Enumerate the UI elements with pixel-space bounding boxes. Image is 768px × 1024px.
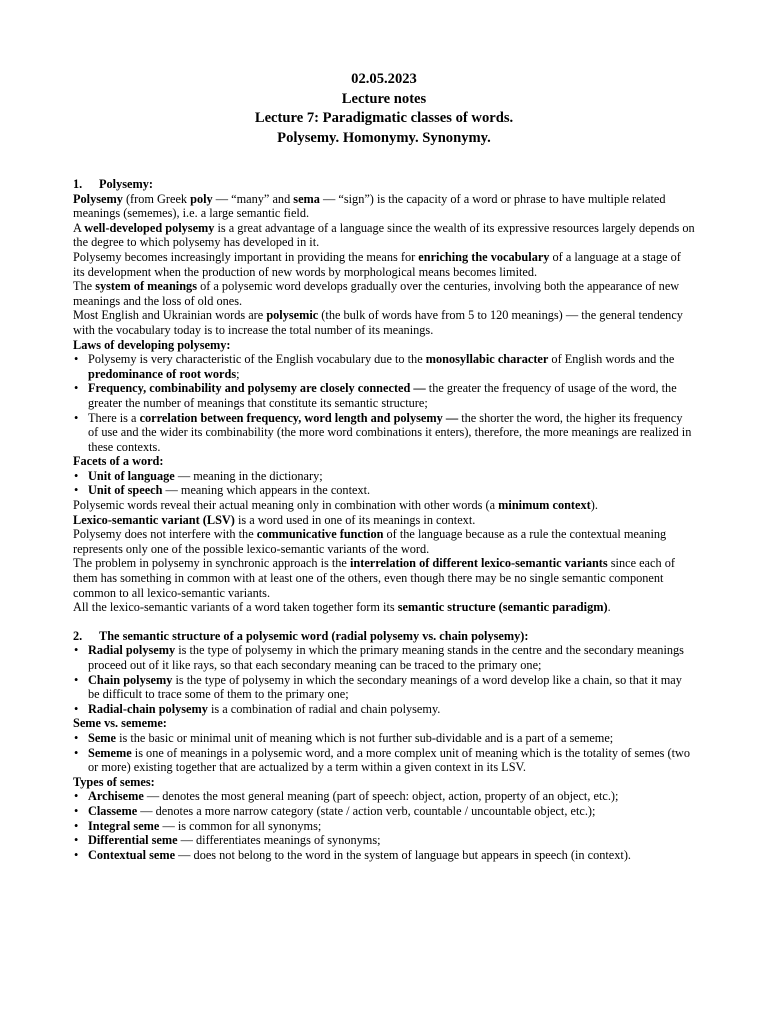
bold-term: interrelation of different lexico-semantic variants: [349, 556, 608, 571]
bold-term: predominance of root words: [88, 366, 237, 381]
list-item: [73, 673, 695, 702]
bold-term: Unit of language: [88, 468, 175, 483]
text-run: .: [607, 600, 611, 615]
polysemy-types-list: [73, 643, 695, 716]
section-2-heading: [73, 629, 695, 644]
list-item: [73, 789, 695, 804]
laws-list: [73, 352, 695, 454]
list-item: [73, 833, 695, 848]
facets-list: [73, 469, 695, 498]
text-run: of the language because as a rule the contextual meaning represents only one of the possible lexico-semantic variants of the word.: [73, 527, 667, 556]
bold-term: Frequency, combinability and polysemy are closely connected —: [88, 381, 426, 396]
list-item: [73, 352, 695, 381]
text-run: Polysemy becomes increasingly important in providing the means for: [73, 249, 419, 264]
bold-term: enriching the vocabulary: [418, 249, 550, 264]
text-run: Most English and Ukrainian words are: [73, 308, 267, 323]
bold-term: Classeme: [88, 803, 138, 818]
text-run: is one of meanings in a polysemic word, and a more complex unit of meaning which is the totality of semes (two or more) existing together that are actualized by a term within a given context in its LSV.: [88, 745, 691, 775]
list-item: [73, 411, 695, 455]
bold-term: well-developed polysemy: [84, 220, 215, 235]
laws-label: Laws of developing polysemy:: [73, 337, 231, 352]
bold-term: poly: [190, 191, 213, 206]
text-run: is the basic or minimal unit of meaning which is not further sub-dividable and is a part of a sememe;: [116, 730, 614, 745]
bold-term: Sememe: [88, 745, 132, 760]
seme-types-list: [73, 789, 695, 862]
bold-term: polysemic: [266, 308, 319, 323]
lecture-topics: Polysemy. Homonymy. Synonymy.: [277, 129, 491, 146]
bold-term: Seme: [88, 730, 116, 745]
bold-term: semantic structure (semantic paradigm): [397, 600, 608, 615]
bold-term: correlation between frequency, word length and polysemy —: [139, 410, 459, 425]
text-run: is a combination of radial and chain polysemy.: [207, 701, 441, 716]
text-run: The problem in polysemy in synchronic approach is the: [73, 556, 350, 571]
list-item: [73, 483, 695, 498]
seme-list: [73, 731, 695, 775]
text-run: There is a: [88, 410, 140, 425]
text-run: — meaning in the dictionary;: [174, 468, 323, 483]
text-run: the greater the frequency of usage of the word, the greater the number of meanings that constitute its semantic structure;: [88, 381, 677, 410]
text-run: is the type of polysemy in which the primary meaning stands in the centre and the secondary meanings proceed out of it like rays, so that each secondary meaning can be traced to the primary one;: [88, 643, 684, 672]
text-run: — “sign”) is the capacity of a word or phrase to have multiple related meanings (sememes), i.e. a large semantic field.: [73, 191, 666, 221]
bold-term: Archiseme: [88, 789, 144, 804]
list-item: [73, 848, 695, 863]
bold-term: minimum context: [498, 498, 591, 513]
document-header: [73, 70, 695, 148]
text-run: ;: [236, 366, 240, 381]
text-run: — meaning which appears in the context.: [162, 483, 371, 498]
list-item: [73, 381, 695, 410]
facets-label: Facets of a word:: [73, 454, 164, 469]
bold-term: Radial-chain polysemy: [88, 701, 208, 716]
bold-term: communicative function: [256, 527, 384, 542]
text-run: — does not belong to the word in the system of language but appears in speech (in context).: [175, 847, 631, 862]
list-item: [73, 731, 695, 746]
text-run: ).: [590, 498, 598, 513]
text-run: of a language at a stage of its development when the production of new words by morphological means becomes limited.: [73, 249, 681, 279]
paragraph: [73, 250, 695, 279]
paragraph: [73, 527, 695, 556]
paragraph: [73, 192, 695, 221]
text-run: — denotes a more narrow category (state / action verb, countable / uncountable object, etc.);: [137, 803, 596, 818]
paragraph: [73, 308, 695, 337]
bold-term: Lexico-semantic variant (LSV): [73, 512, 235, 527]
text-run: — is common for all synonyms;: [159, 818, 322, 833]
bold-term: Differential seme: [88, 833, 178, 848]
paragraph: [73, 279, 695, 308]
text-run: Polysemy is very characteristic of the English vocabulary due to the: [88, 352, 426, 367]
date: 02.05.2023: [351, 71, 417, 87]
document-page: [73, 70, 695, 862]
paragraph: [73, 498, 695, 513]
list-item: [73, 643, 695, 672]
section-1-paragraphs: [73, 192, 695, 338]
text-run: The: [73, 279, 96, 294]
paragraph: [73, 600, 695, 615]
text-run: Polysemy does not interfere with the: [73, 527, 257, 542]
paragraph: [73, 556, 695, 600]
bold-term: system of meanings: [95, 279, 197, 294]
text-run: the shorter the word, the higher its frequency of use and the wider its combinability (the more word combinations it enters), therefore, the more meanings are realized in these contexts.: [88, 410, 692, 454]
section-number: 2.: [73, 628, 83, 643]
bold-term: Radial polysemy: [88, 643, 176, 658]
text-run: A: [73, 220, 85, 235]
bold-term: sema: [293, 191, 320, 206]
text-run: is the type of polysemy in which the secondary meanings of a word develop like a chain, so that it may be difficult to trace some of them to the primary one;: [88, 672, 682, 702]
bold-term: Unit of speech: [88, 483, 163, 498]
text-run: of English words and the: [548, 352, 675, 367]
text-run: of a polysemic word develops gradually over the centuries, involving both the appearance of new meanings and the loss of old ones.: [73, 279, 680, 308]
list-item: [73, 819, 695, 834]
types-of-semes-label: Types of semes:: [73, 774, 155, 789]
list-item: [73, 469, 695, 484]
bold-term: Chain polysemy: [88, 672, 173, 687]
section-title: Polysemy:: [99, 177, 153, 191]
subtitle: Lecture notes: [341, 90, 427, 107]
list-item: [73, 702, 695, 717]
bold-term: Integral seme: [88, 818, 160, 833]
paragraph: [73, 513, 695, 528]
text-run: Polysemic words reveal their actual meaning only in combination with other words (a: [73, 498, 499, 513]
paragraph: [73, 221, 695, 250]
section-number: 1.: [73, 177, 83, 191]
list-item: [73, 804, 695, 819]
text-run: All the lexico-semantic variants of a word taken together form its: [73, 600, 398, 615]
text-run: (from Greek: [122, 191, 191, 206]
bold-term: Contextual seme: [88, 847, 176, 862]
section-title: The semantic structure of a polysemic word (radial polysemy vs. chain polysemy):: [99, 628, 529, 643]
section-1-heading: [73, 177, 695, 192]
bold-term: Polysemy: [73, 191, 123, 206]
text-run: (the bulk of words have from 5 to 120 meanings) — the general tendency with the vocabulary today is to increase the total number of its meanings.: [73, 308, 683, 337]
bold-term: monosyllabic character: [425, 352, 549, 367]
text-run: since each of them has something in common with at least one of the others, even though there may be no single semantic component common to all lexico-semantic variants.: [73, 556, 675, 600]
text-run: — differentiates meanings of synonyms;: [177, 833, 381, 848]
text-run: — denotes the most general meaning (part of speech: object, action, property of an object, etc.);: [143, 789, 619, 804]
section-1-paragraphs-2: [73, 498, 695, 615]
text-run: is a word used in one of its meanings in context.: [234, 512, 476, 527]
seme-vs-sememe-label: Seme vs. sememe:: [73, 716, 167, 731]
list-item: [73, 746, 695, 775]
text-run: is a great advantage of a language since the wealth of its expressive resources largely depends on the degree to which polysemy has developed in it.: [73, 220, 695, 250]
lecture-title: Lecture 7: Paradigmatic classes of words.: [254, 110, 514, 126]
text-run: — “many” and: [212, 191, 294, 206]
